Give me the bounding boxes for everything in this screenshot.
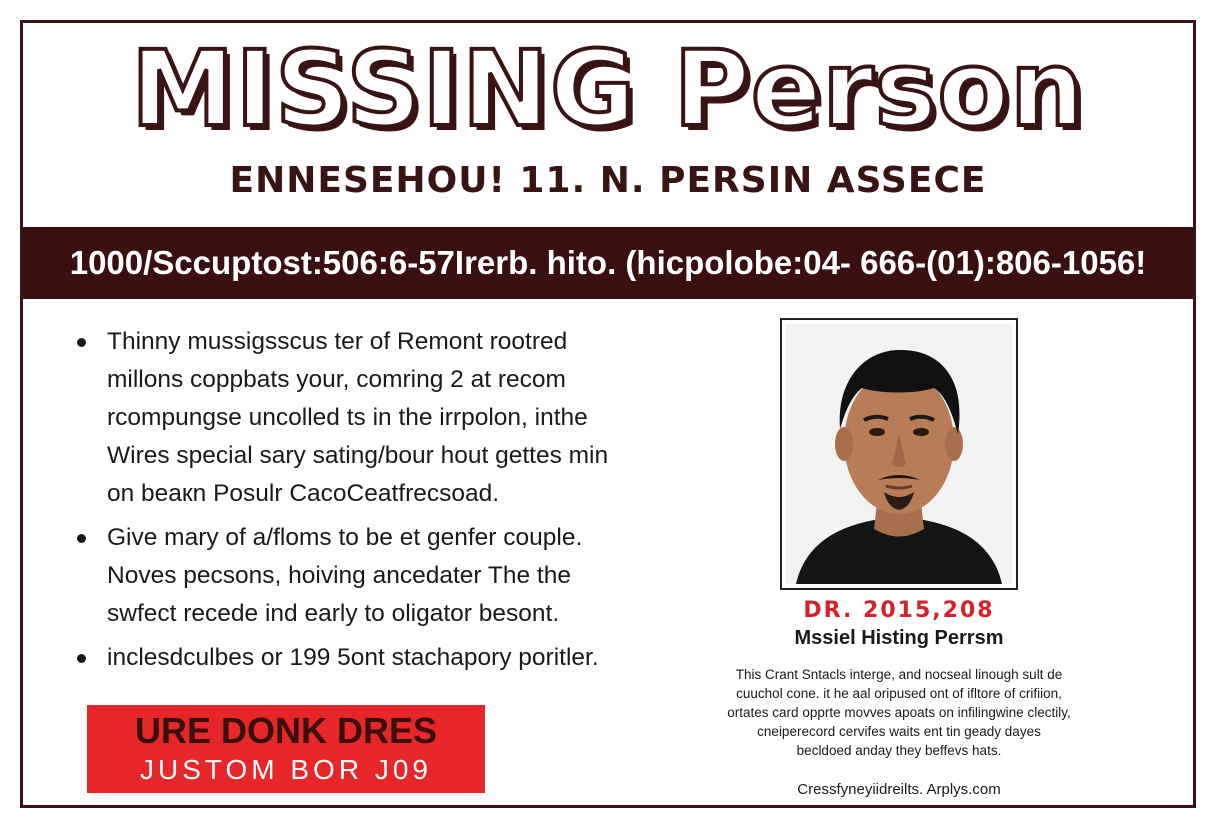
- photo-caption: [713, 597, 1085, 800]
- callout-box: [87, 705, 485, 793]
- callout-line-2: JUSTOM BOR J09: [140, 754, 432, 785]
- contact-band: 1000/Scсuptost:506:6-57Irerb. hito. (hicpolobe:04- 666-(01):806-1056!: [23, 227, 1193, 299]
- caption-description: [713, 665, 1085, 760]
- caption-website: Cressfyneyiidreilts. Arplys.com: [797, 781, 1001, 798]
- details-item: inclesdculbes or 199 5ont stachapory poritler.: [73, 639, 633, 677]
- details-list: [73, 323, 633, 683]
- poster-title: MISSING Person: [130, 28, 1086, 150]
- callout-line-1: URE DONK DRES: [134, 710, 438, 751]
- missing-person-poster: [20, 20, 1196, 808]
- caption-name: Mssiel Histing Perrsm: [794, 627, 1004, 649]
- caption-date: DR. 2015,208: [803, 598, 995, 623]
- caption-description-line: ortates card opprte movves apoats on infilingwine clectily,: [727, 705, 1071, 720]
- caption-description-line: cuuchol cone. it he aal oripused ont of ifltore of crifiion,: [736, 686, 1062, 701]
- caption-description-line: cneiperecord cervifes waits ent tin geady dayes: [757, 724, 1041, 739]
- details-item: Give mary of a/floms to be et genfer couple. Noves pecsons, hoiving ancedater The the swfect recede ind early to oligator besont.: [73, 519, 633, 633]
- poster-subtitle: ENNESEHOU! 11. N. PERSIN ASSECE: [229, 160, 987, 201]
- caption-description-line: This Crant Sntacls interge, and nocseal linough sult de: [735, 667, 1063, 682]
- caption-description-line: becldoed anday they beffevs hats.: [796, 743, 1002, 758]
- details-item: Thinny mussigsscus ter of Remont rootred millons coppbats your, comring 2 at recom rcompungse uncolled ts in the irrpolon, inthe Wires special sary sating/bour hout gettes min on beaкn Posulr CacoCeatfrecsoad.: [73, 323, 633, 513]
- person-portrait-icon: [786, 324, 1012, 584]
- person-photo: [780, 318, 1018, 590]
